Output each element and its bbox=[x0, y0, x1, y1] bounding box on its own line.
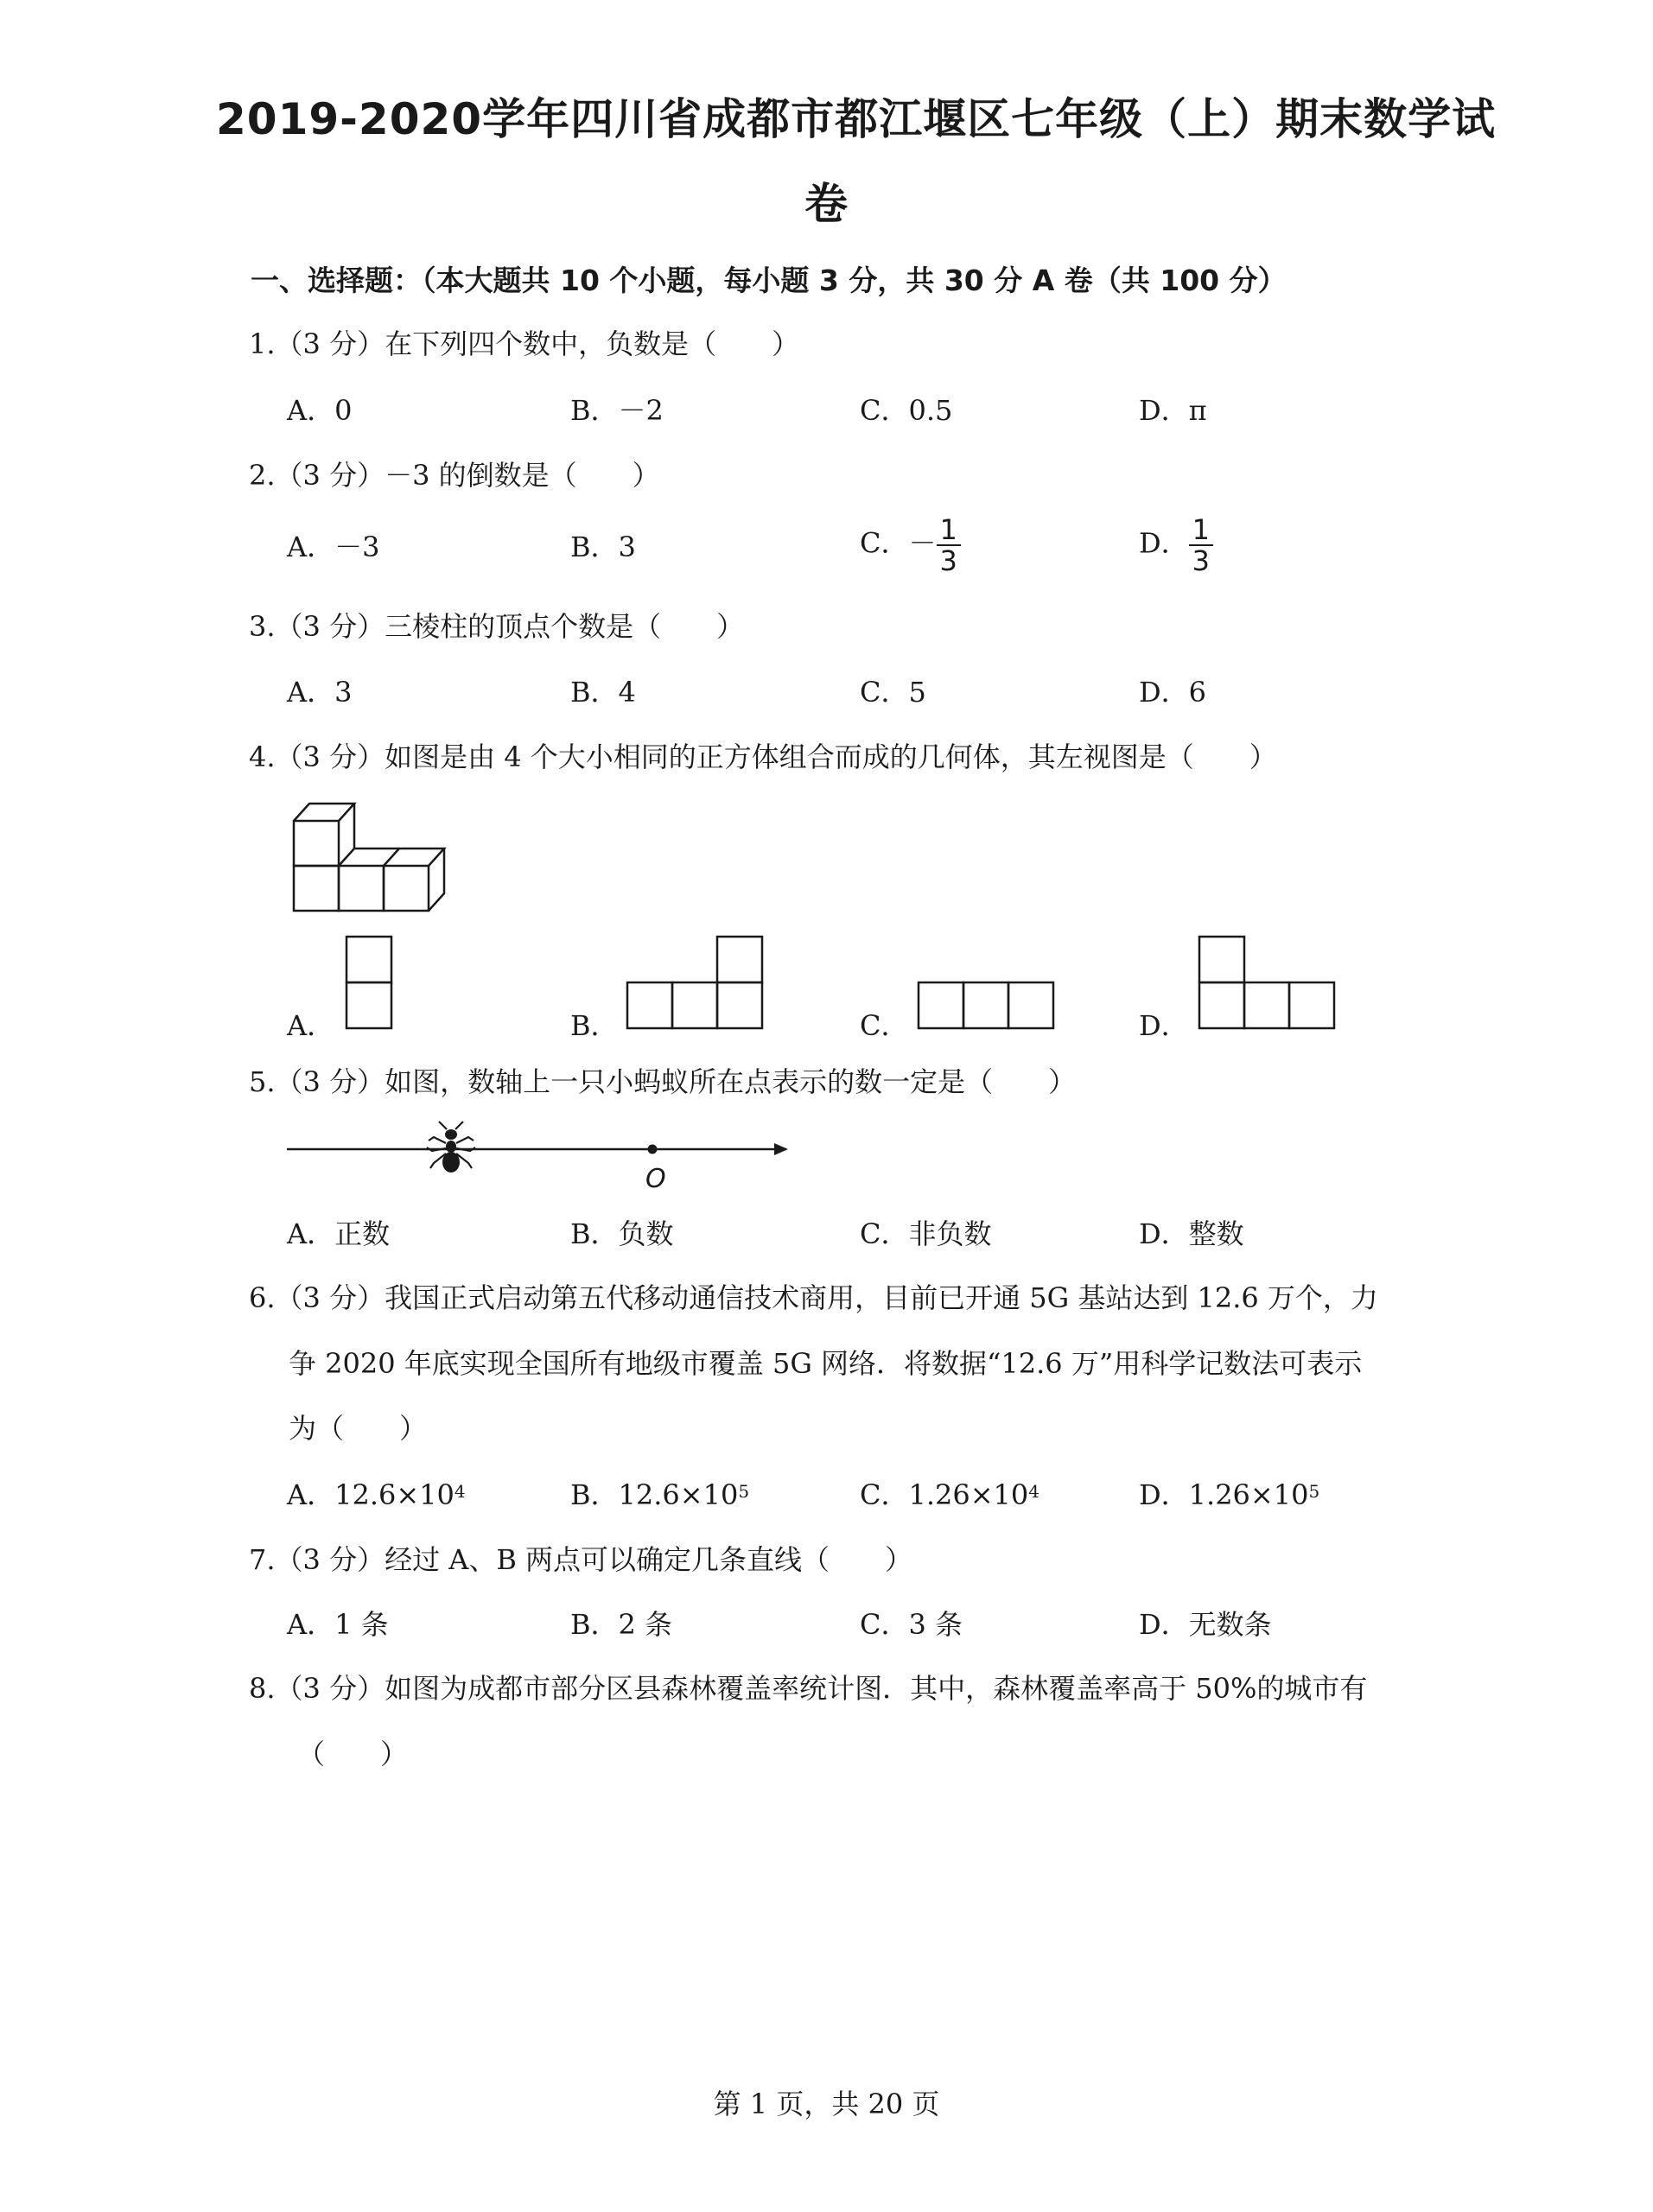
question-1-option-c: C．0.5 bbox=[860, 394, 953, 427]
question-4-option-d: D． bbox=[1139, 1009, 1189, 1042]
question-4-option-c: C． bbox=[860, 1009, 909, 1042]
question-2-option-c bbox=[860, 515, 961, 575]
question-5-option-c: C．非负数 bbox=[860, 1217, 992, 1250]
fraction-one-third bbox=[937, 515, 961, 575]
option-d-view-figure bbox=[1197, 934, 1339, 1031]
cube-solid-figure bbox=[290, 795, 463, 916]
question-1-option-b: B．－2 bbox=[570, 394, 664, 427]
option-d-exponent: 5 bbox=[1308, 1481, 1320, 1502]
option-b-base: B．12.6×10 bbox=[570, 1478, 739, 1511]
question-6-stem-line-1: 6.（3 分）我国正式启动第五代移动通信技术商用，目前已开通 5G 基站达到 12.6 万个，力 bbox=[249, 1281, 1378, 1314]
question-6-option-d bbox=[1139, 1476, 1319, 1514]
option-c-view-figure bbox=[916, 980, 1059, 1030]
number-line-figure bbox=[285, 1120, 795, 1192]
question-2-stem: 2.（3 分）－3 的倒数是（ ） bbox=[249, 459, 660, 492]
option-b-exponent: 5 bbox=[738, 1481, 750, 1502]
question-7-option-a: A．1 条 bbox=[287, 1608, 389, 1641]
option-d-base: D．1.26×10 bbox=[1139, 1478, 1309, 1511]
question-6-option-c bbox=[860, 1476, 1039, 1514]
fraction-denominator: 3 bbox=[1192, 544, 1211, 577]
question-4-option-a: A． bbox=[287, 1009, 335, 1042]
question-5-option-b: B．负数 bbox=[570, 1217, 674, 1250]
option-a-exponent: 4 bbox=[454, 1481, 466, 1502]
question-7-option-b: B．2 条 bbox=[570, 1608, 673, 1641]
question-3-option-a: A．3 bbox=[287, 676, 353, 709]
page-title: 2019-2020学年四川省成都市都江堰区七年级（上）期末数学试 bbox=[216, 94, 1497, 144]
option-c-exponent: 4 bbox=[1028, 1481, 1040, 1502]
option-a-base: A．12.6×10 bbox=[287, 1478, 455, 1511]
option-b-view-figure bbox=[625, 934, 767, 1031]
page-footer: 第 1 页，共 20 页 bbox=[713, 2088, 940, 2120]
question-7-stem: 7.（3 分）经过 A、B 两点可以确定几条直线（ ） bbox=[249, 1543, 913, 1576]
question-3-option-d: D．6 bbox=[1139, 676, 1207, 709]
question-7-option-d: D．无数条 bbox=[1139, 1608, 1272, 1641]
question-2-option-d bbox=[1139, 515, 1213, 575]
question-5-stem: 5.（3 分）如图，数轴上一只小蚂蚁所在点表示的数一定是（ ） bbox=[249, 1065, 1077, 1098]
origin-label: O bbox=[645, 1164, 666, 1194]
question-6-stem-line-3: 为（ ） bbox=[289, 1412, 428, 1445]
question-1-option-a: A．0 bbox=[287, 394, 353, 427]
ant-icon bbox=[427, 1122, 475, 1173]
question-3-stem: 3.（3 分）三棱柱的顶点个数是（ ） bbox=[249, 610, 745, 643]
question-6-option-b bbox=[570, 1476, 749, 1514]
question-6-option-a bbox=[287, 1476, 466, 1514]
question-2-option-a: A．－3 bbox=[287, 531, 380, 563]
fraction-numerator: 1 bbox=[1189, 515, 1213, 546]
option-c-prefix: C．－ bbox=[860, 526, 937, 560]
question-5-option-d: D．整数 bbox=[1139, 1217, 1244, 1250]
question-8-stem-line-2: （ ） bbox=[297, 1738, 409, 1770]
fraction-denominator: 3 bbox=[939, 544, 957, 577]
option-c-base: C．1.26×10 bbox=[860, 1478, 1029, 1511]
question-4-stem: 4.（3 分）如图是由 4 个大小相同的正方体组合而成的几何体，其左视图是（ ） bbox=[249, 741, 1277, 773]
fraction-numerator: 1 bbox=[937, 515, 961, 546]
page-title-continued: 卷 bbox=[804, 179, 849, 229]
question-6-stem-line-2: 争 2020 年底实现全国所有地级市覆盖 5G 网络．将数据“12.6 万”用科学记数法可表示 bbox=[289, 1347, 1363, 1380]
question-1-stem: 1.（3 分）在下列四个数中，负数是（ ） bbox=[249, 327, 800, 360]
question-8-stem-line-1: 8.（3 分）如图为成都市部分区县森林覆盖率统计图．其中，森林覆盖率高于 50%的城市有 bbox=[249, 1672, 1368, 1705]
question-1-option-d: D．π bbox=[1139, 394, 1207, 427]
question-4-option-b: B． bbox=[570, 1009, 619, 1042]
question-7-option-c: C．3 条 bbox=[860, 1608, 963, 1641]
option-d-prefix: D． bbox=[1139, 526, 1189, 560]
fraction-one-third bbox=[1189, 515, 1213, 575]
section-heading: 一、选择题：（本大题共 10 个小题，每小题 3 分，共 30 分 A 卷（共 100 分） bbox=[251, 264, 1287, 297]
question-2-option-b: B．3 bbox=[570, 531, 636, 563]
question-3-option-b: B．4 bbox=[570, 676, 636, 709]
option-a-view-figure bbox=[344, 934, 396, 1031]
question-3-option-c: C．5 bbox=[860, 676, 926, 709]
question-5-option-a: A．正数 bbox=[287, 1217, 391, 1250]
